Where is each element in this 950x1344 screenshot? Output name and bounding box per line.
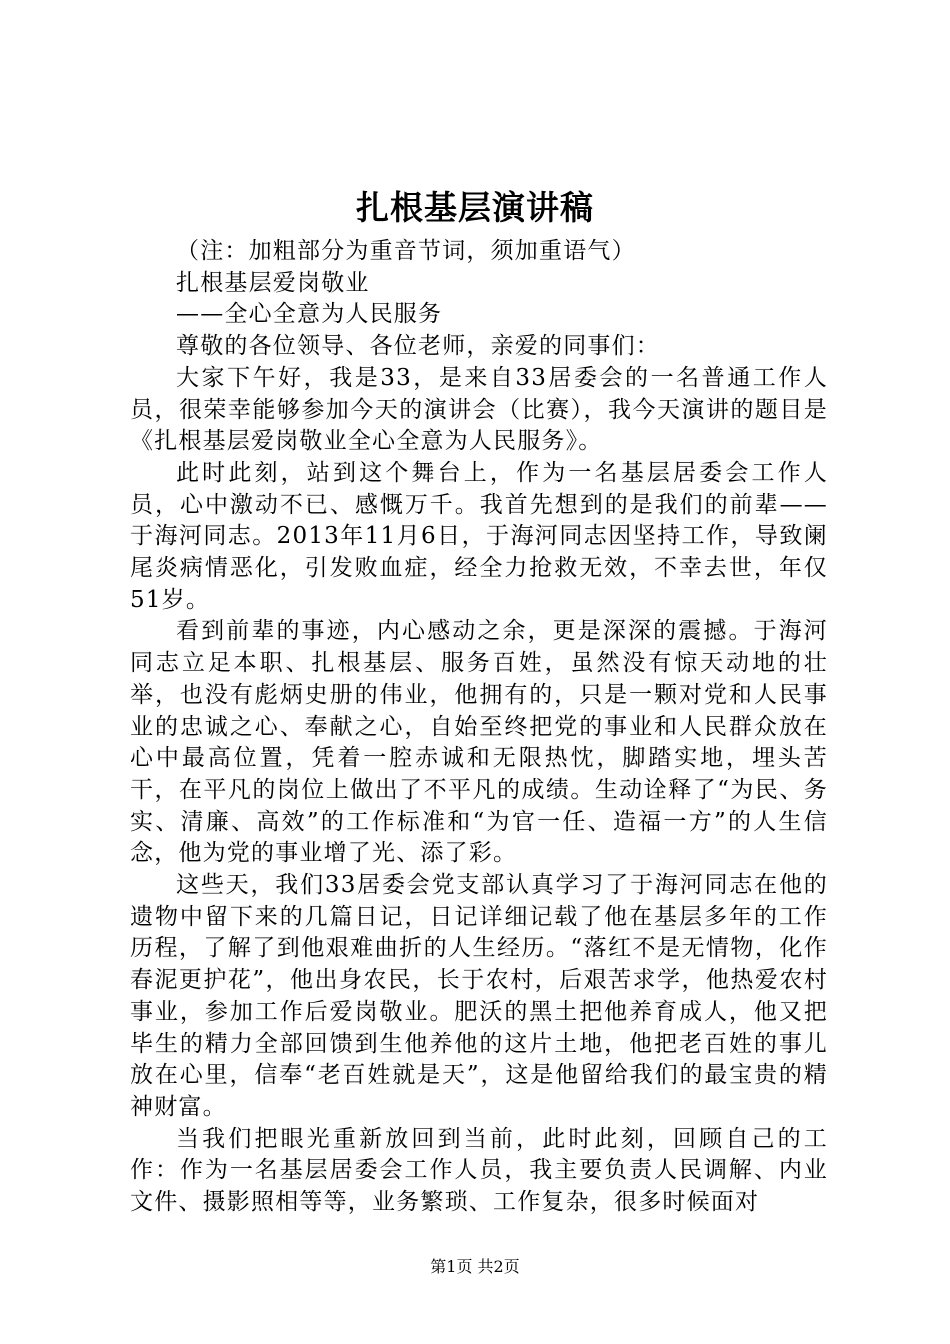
body-paragraph: 大家下午好，我是33，是来自33居委会的一名普通工作人员，很荣幸能够参加今天的演讲会（比赛），我今天演讲的题目是《扎根基层爱岗敬业全心全意为人民服务》。 [130, 364, 828, 455]
body-paragraph: 当我们把眼光重新放回到当前，此时此刻，回顾自己的工作：作为一名基层居委会工作人员，我主要负责人民调解、内业文件、摄影照相等等，业务繁琐、工作复杂，很多时候面对 [130, 1125, 828, 1216]
body-paragraph: 看到前辈的事迹，内心感动之余，更是深深的震撼。于海河同志立足本职、扎根基层、服务百姓，虽然没有惊天动地的壮举，也没有彪炳史册的伟业，他拥有的，只是一颗对党和人民事业的忠诚之心、奉献之心，自始至终把党的事业和人民群众放在心中最高位置，凭着一腔赤诚和无限热忱，脚踏实地，埋头苦干，在平凡的岗位上做出了不平凡的成绩。生动诠释了“为民、务实、清廉、高效”的工作标准和“为官一任、造福一方”的人生信念，他为党的事业增了光、添了彩。 [130, 618, 828, 867]
document-body [130, 236, 828, 1219]
body-paragraph: 此时此刻，站到这个舞台上，作为一名基层居委会工作人员，心中激动不已、感慨万千。我首先想到的是我们的前辈——于海河同志。2013年11月6日，于海河同志因坚持工作，导致阑尾炎病情恶化，引发败血症，经全力抢救无效，不幸去世，年仅51岁。 [130, 459, 828, 613]
note-paragraph: （注：加粗部分为重音节词，须加重语气） [176, 238, 636, 264]
subtitle-paragraph: 扎根基层爱岗敬业 [176, 269, 370, 296]
subtitle-line-paragraph: ——全心全意为人民服务 [176, 301, 443, 328]
page-footer: 第1页 共2页 [430, 1257, 520, 1276]
salutation-paragraph: 尊敬的各位领导、各位老师，亲爱的同事们： [176, 333, 660, 360]
body-paragraph: 这些天，我们33居委会党支部认真学习了于海河同志在他的遗物中留下来的几篇日记，日记详细记载了他在基层多年的工作历程，了解了到他艰难曲折的人生经历。“落红不是无情物，化作春泥更护花”，他出身农民，长于农村，后艰苦求学，他热爱农村事业，参加工作后爱岗敬业。肥沃的黑土把他养育成人，他又把毕生的精力全部回馈到生他养他的这片土地，他把老百姓的事儿放在心里，信奉“老百姓就是天”，这是他留给我们的最宝贵的精神财富。 [130, 872, 828, 1120]
document-title: 扎根基层演讲稿 [356, 188, 594, 227]
